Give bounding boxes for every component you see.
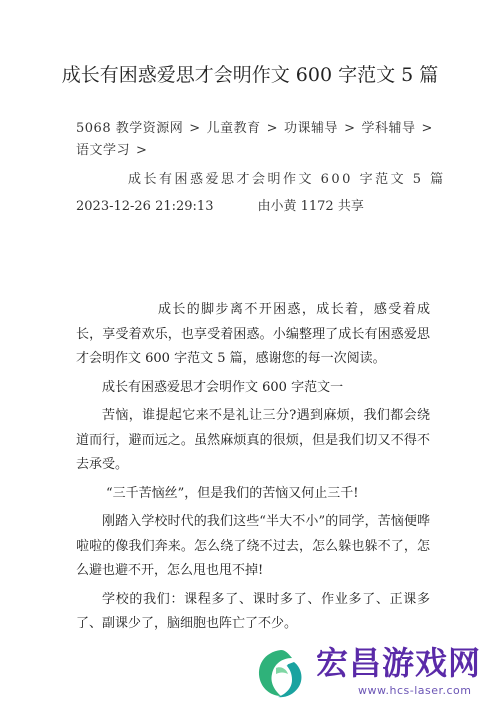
page-title: 成长有困惑爱思才会明作文 600 字范文 5 篇	[61, 64, 439, 86]
author-share-info: 由小黄 1172 共享	[257, 199, 364, 214]
section-heading: 成长有困惑爱思才会明作文 600 字范文一	[102, 379, 344, 395]
article-body	[76, 298, 430, 641]
breadcrumb-separator: >	[136, 143, 148, 158]
breadcrumb-separator: >	[344, 121, 356, 136]
publish-datetime: 2023-12-26 21:29:13	[76, 199, 214, 214]
breadcrumb	[76, 118, 440, 162]
breadcrumb-separator: >	[266, 121, 279, 136]
document-subtitle: 成长有困惑爱思才会明作文 600 字范文 5 篇	[128, 172, 446, 187]
intro-paragraph: 成长的脚步离不开困惑，成长着，感受着成长，享受着欢乐，也享受着困惑。小编整理了成长有困惑爱思才会明作文 600 字范文 5 篇，感谢您的每一次阅读。	[76, 302, 430, 366]
body-paragraph: 学校的我们：课程多了、课时多了、作业多了、正课多了、副课少了，脑细胞也阵亡了不少。	[76, 591, 430, 631]
breadcrumb-separator: >	[421, 121, 433, 136]
body-paragraph: 苦恼，谁提起它来不是礼让三分?遇到麻烦，我们都会绕道而行，避而远之。虽然麻烦真的很烦，但是我们切又不得不去承受。	[76, 408, 430, 472]
breadcrumb-separator: >	[189, 121, 201, 136]
breadcrumb-item-subject-tutoring[interactable]: 学科辅导	[361, 121, 416, 136]
quote-paragraph: “三千苦恼丝”，但是我们的苦恼又何止三千!	[106, 485, 359, 501]
body-paragraph: 刚踏入学校时代的我们这些“半大不小”的同学，苦恼便哗啦啦的像我们奔来。怎么绕了绕不过去，怎么躲也躲不了，怎么避也避不开，怎么甩也甩不掉!	[76, 514, 430, 578]
site-watermark	[250, 640, 500, 707]
breadcrumb-item-homework-tutoring[interactable]: 功课辅导	[284, 121, 339, 136]
breadcrumb-item-home[interactable]: 5068 教学资源网	[76, 121, 184, 136]
watermark-url: www.hcs-laser.com	[358, 684, 472, 697]
breadcrumb-item-chinese-learning[interactable]: 语文学习	[76, 143, 131, 158]
breadcrumb-item-child-education[interactable]: 儿童教育	[206, 121, 261, 136]
document-meta	[76, 198, 364, 216]
dragon-logo-icon	[250, 644, 312, 702]
watermark-brand: 宏昌游戏网	[316, 644, 482, 682]
